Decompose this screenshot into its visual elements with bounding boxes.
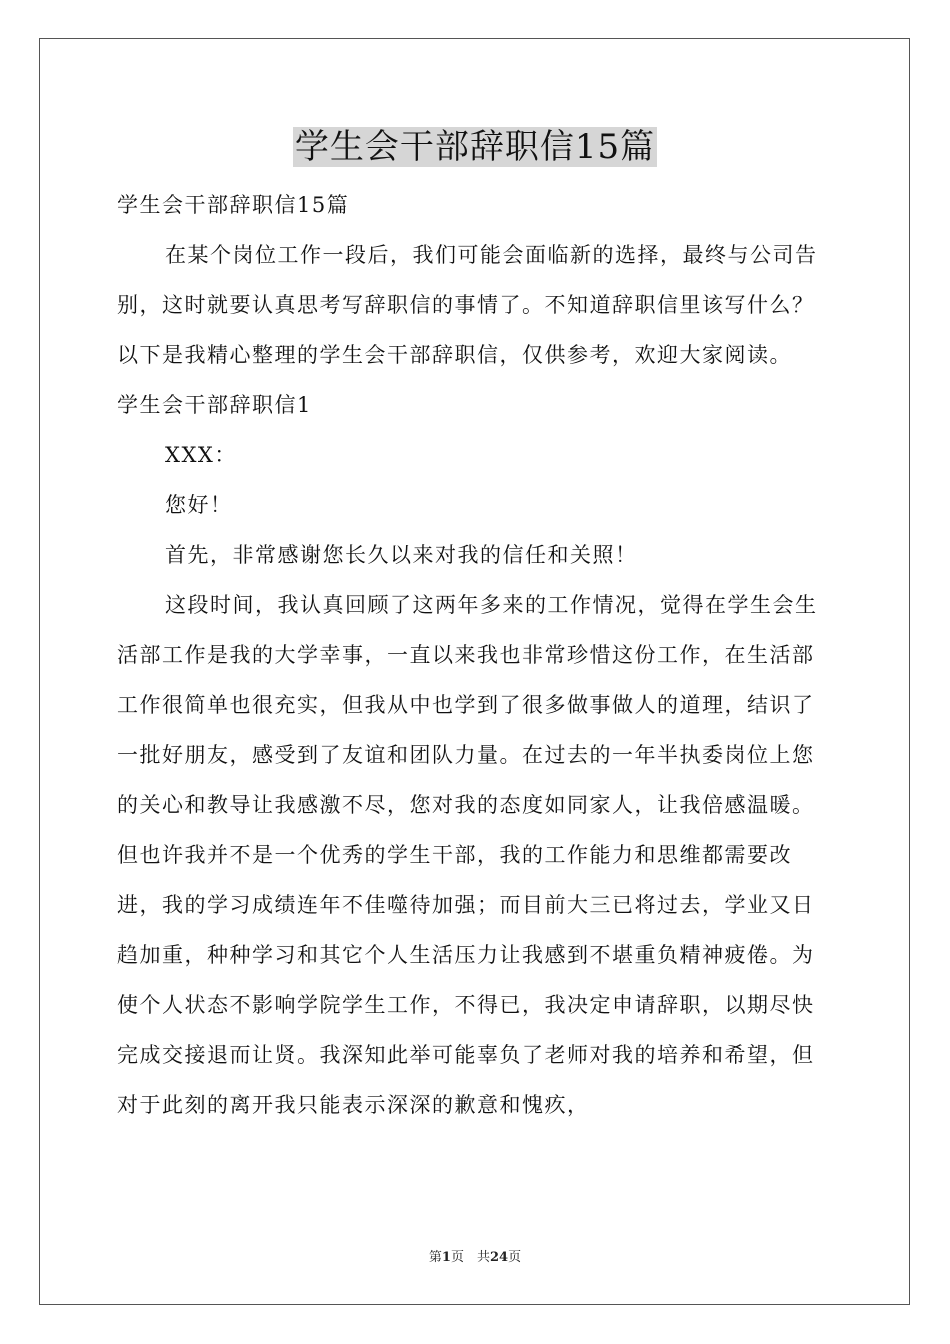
page-footer: [0, 1246, 950, 1265]
page-suffix: 页: [508, 1250, 522, 1265]
paragraph-1: 首先，非常感谢您长久以来对我的信任和关照！: [165, 543, 638, 567]
section-heading: 学生会干部辞职信1: [117, 393, 312, 417]
intro-paragraph: 在某个岗位工作一段后，我们可能会面临新的选择，最终与公司告别，这时就要认真思考写辞职信的事情了。不知道辞职信里该写什么？以下是我精心整理的学生会干部辞职信，仅供参考，欢迎大家阅读。: [117, 243, 818, 367]
subtitle: 学生会干部辞职信15篇: [117, 193, 350, 217]
salutation: XXX：: [165, 443, 237, 467]
page-prefix: 第: [428, 1250, 442, 1265]
page-current: 1: [441, 1250, 451, 1265]
page-total: 24: [489, 1250, 509, 1265]
document-title-wrap: [0, 124, 950, 170]
paragraph-2: 这段时间，我认真回顾了这两年多来的工作情况，觉得在学生会生活部工作是我的大学幸事，一直以来我也非常珍惜这份工作，在生活部工作很简单也很充实，但我从中也学到了很多做事做人的道理，结识了一批好朋友，感受到了友谊和团队力量。在过去的一年半执委岗位上您的关心和教导让我感激不尽，您对我的态度如同家人，让我倍感温暖。但也许我并不是一个优秀的学生干部，我的工作能力和思维都需要改进，我的学习成绩连年不佳噬待加强；而目前大三已将过去，学业又日趋加重，种种学习和其它个人生活压力让我感到不堪重负精神疲倦。为使个人状态不影响学院学生工作，不得已，我决定申请辞职，以期尽快完成交接退而让贤。我深知此举可能辜负了老师对我的培养和希望，但对于此刻的离开我只能表示深深的歉意和愧疚，: [117, 593, 818, 1117]
document-body: [117, 180, 833, 1130]
greeting: 您好！: [165, 493, 233, 517]
document-title: 学生会干部辞职信15篇: [294, 127, 656, 167]
page-mid: 页 共: [450, 1250, 490, 1265]
